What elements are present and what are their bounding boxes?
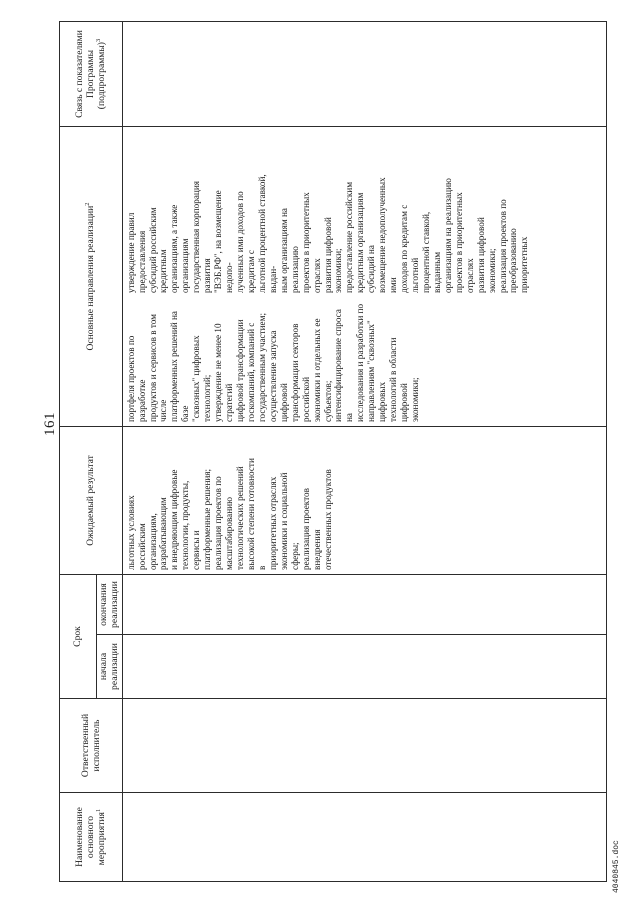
- table-row: [122, 22, 606, 882]
- cell-term-end: [122, 575, 606, 635]
- header-term-end: окончания реализации: [97, 575, 123, 635]
- header-term-start: начала реализации: [97, 635, 123, 699]
- header-executor: Ответственный исполнитель: [60, 699, 123, 793]
- directions-text-columns: [126, 131, 531, 422]
- cell-program-link: [122, 22, 606, 127]
- cell-directions: [122, 127, 606, 427]
- directions-text-column-2: утверждение правил предоставления субсидий российским кредитным организациям, а также организациям государственная корпорация развития "ВЭБ.РФ", на возмещение недопо- лученных ими доходов по кредитам с льготной процентной ставкой, выдан- ным организациям на реализацию проектов в приоритетных отраслях развития цифровой экономики; предоставление российским кредитным организациям субсидий на возмещение недополученных ими доходов по кредитам с льготной процентной ставкой, выданным организациям на реализацию проектов в приоритетных отраслях развития цифровой экономики; реализация проектов по преобразованию приоритетных: [125, 174, 530, 293]
- document-id: 4040845.doc: [612, 840, 621, 893]
- cell-expected-result: [122, 427, 606, 575]
- cell-activity-name: [122, 793, 606, 882]
- table-header-row: [60, 22, 97, 882]
- cell-executor: [122, 699, 606, 793]
- expected-result-text: льготных условиях российским организациям, разрабатывающим и внедряющим цифровые технологии, продукты, сервисы и платформенные решения; реализация проектов по масштабированию технологических решений высокой степени готовности в приоритетных отраслях экономики и социальной сферы; реализация проектов внедрения отечественных продуктов: [125, 458, 333, 570]
- directions-text-column-1: портфеля проектов по разработке продуктов и сервисов в том числе платформенных решений на базе "сквозных" цифровых технологий; утверждение не менее 10 стратегий цифровой трансформации госкомпаний, компаний с государственным участием; осуществление запуска цифровой трансформации секторов российской экономики и отдельных ее субъектов; интенсифицирование спроса на исследования и разработки по направлениям "сквозных" цифровых технологий в области цифровой экономики;: [125, 303, 420, 422]
- header-directions: Основные направления реализации$^2$: [60, 127, 123, 427]
- header-activity-name: Наименование основного мероприятия$^1$: [60, 793, 123, 882]
- cell-term-start: [122, 635, 606, 699]
- program-activities-table: [59, 21, 607, 882]
- header-program-link: Связь с показателями Программы (подпрограммы)$^3$: [60, 22, 123, 127]
- header-expected-result: Ожидаемый результат: [60, 427, 123, 575]
- header-term: Срок: [60, 575, 97, 699]
- page-number: 161: [42, 412, 58, 436]
- rotated-table-container: [59, 22, 604, 882]
